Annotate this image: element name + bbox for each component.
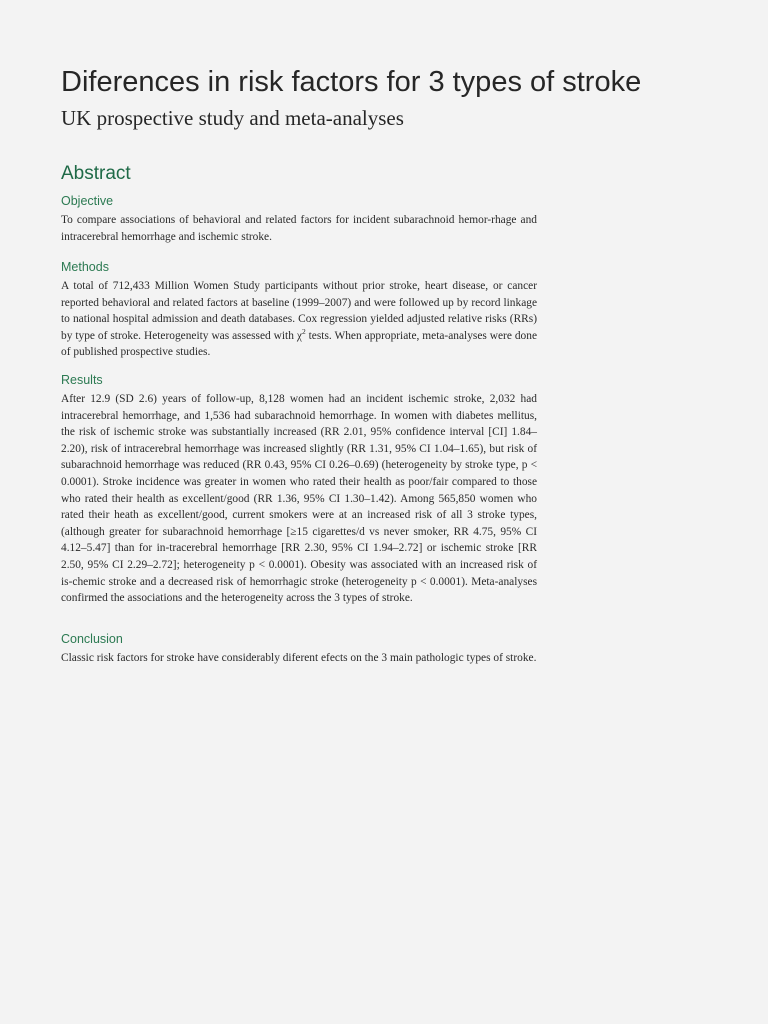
methods-text-part-2: tests. When appropriate, meta-analyses were done of published prospective studies. — [61, 329, 537, 359]
objective-section — [61, 193, 537, 245]
methods-text — [61, 278, 537, 361]
objective-heading: Objective — [61, 194, 114, 208]
chi-square-superscript: 2 — [301, 326, 306, 336]
results-section — [61, 372, 537, 607]
methods-text-part-1: A total of 712,433 Million Women Study participants without prior stroke, heart disease, or cancer reported behavioral and related factors at baseline (1999–2007) and were followed up by record linkage to national hospital admission and death databases. Cox regression yielded adjusted relative risks (RRs) by type of stroke. Heterogeneity was assessed with χ — [61, 280, 537, 342]
page-subtitle: UK prospective study and meta-analyses — [61, 106, 404, 130]
conclusion-text: Classic risk factors for stroke have considerably diferent efects on the 3 main pathologic types of stroke. — [61, 652, 537, 664]
page-title: Diferences in risk factors for 3 types of stroke — [61, 66, 642, 98]
methods-section — [61, 259, 537, 361]
results-heading: Results — [61, 373, 103, 387]
abstract-heading: Abstract — [61, 163, 131, 184]
conclusion-section — [61, 631, 537, 667]
conclusion-heading: Conclusion — [61, 632, 123, 646]
methods-heading: Methods — [61, 260, 109, 274]
results-text: After 12.9 (SD 2.6) years of follow-up, 8,128 women had an incident ischemic stroke, 2,032 had intracerebral hemorrhage, and 1,536 had subarachnoid hemorrhage. In women with diabetes mellitus, the risk of ischemic stroke was substantially increased (RR 2.01, 95% confidence interval [CI] 1.84–2.20), risk of intracerebral hemorrhage was increased slightly (RR 1.31, 95% CI 1.04–1.65), but risk of subarachnoid hemorrhage was reduced (RR 0.43, 95% CI 0.26–0.69) (heterogeneity by stroke type, p < 0.0001). Stroke incidence was greater in women who rated their health as poor/fair compared to those who rated their health as excellent/good (RR 1.36, 95% CI 1.30–1.42). Among 565,850 women who rated their heath as excellent/good, current smokers were at an increased risk of all 3 stroke types, (although greater for subarachnoid hemorrhage [≥15 cigarettes/d vs never smoker, RR 4.75, 95% CI 4.12–5.47] than for in-tracerebral hemorrhage [RR 2.30, 95% CI 1.94–2.72] or ischemic stroke [RR 2.50, 95% CI 2.29–2.72]; heterogeneity p < 0.0001). Obesity was associated with an increased risk of is-chemic stroke and a decreased risk of hemorrhagic stroke (heterogeneity p < 0.0001). Meta-analyses confirmed the associations and the heterogeneity across the 3 types of stroke. — [61, 393, 537, 605]
objective-text: To compare associations of behavioral and related factors for incident subarachnoid hemor-rhage and intracerebral hemorrhage and ischemic stroke. — [61, 214, 537, 243]
